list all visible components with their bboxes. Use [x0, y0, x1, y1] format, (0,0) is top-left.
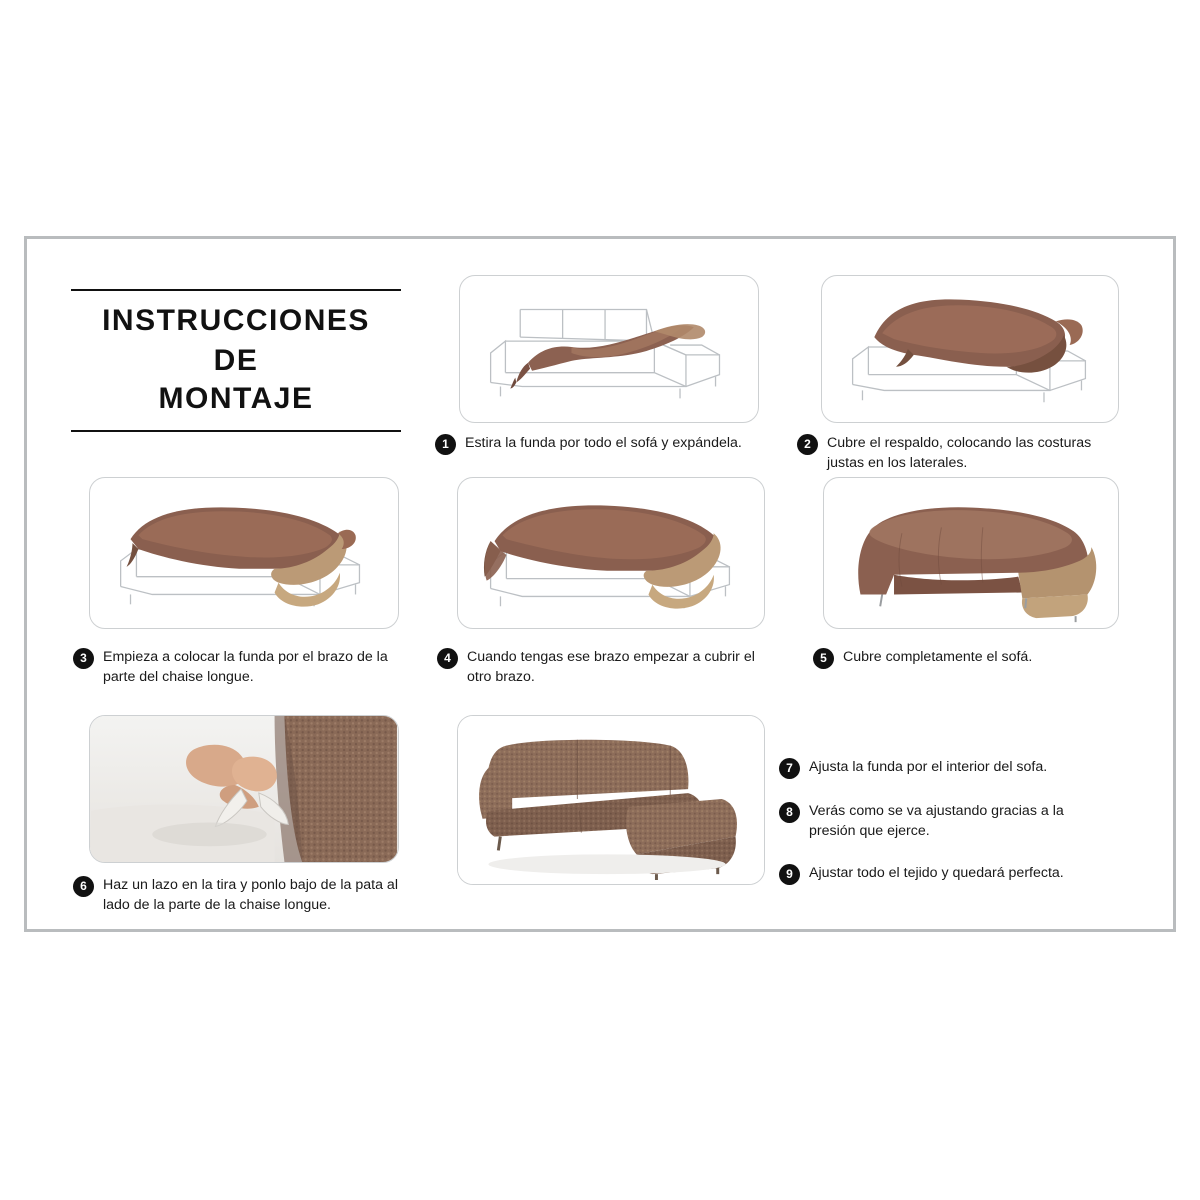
step-6-caption — [73, 875, 423, 915]
sofa-outline-cover-over-both-arms-icon — [458, 478, 764, 628]
step-5-number: 5 — [813, 648, 834, 669]
step-2-text: Cubre el respaldo, colocando las costuras justas en los laterales. — [827, 435, 1092, 472]
step-7-caption — [779, 757, 1109, 779]
step-7-number: 7 — [779, 758, 800, 779]
step-9-caption — [779, 863, 1115, 885]
step-3-number: 3 — [73, 648, 94, 669]
sofa-outline-cover-over-chaise-arm-icon — [90, 478, 398, 628]
step-2-caption — [797, 433, 1117, 473]
step-1-text: Estira la funda por todo el sofá y expándela. — [465, 435, 742, 451]
step-5-text: Cubre completamente el sofá. — [843, 649, 1033, 665]
step-3-text: Empieza a colocar la funda por el brazo de la parte del chaise longue. — [103, 649, 388, 686]
finished-sofa-icon — [458, 716, 764, 884]
step-1-illustration — [459, 275, 759, 423]
sofa-outline-with-draped-cover-icon — [460, 276, 758, 422]
step-8-text: Verás como se va ajustando gracias a la presión que ejerce. — [809, 803, 1064, 840]
step-3-caption — [73, 647, 403, 687]
finished-sofa-illustration — [457, 715, 765, 885]
sofa-fully-covered-icon — [824, 478, 1118, 628]
page-title — [71, 289, 401, 432]
title-line-3: MONTAJE — [158, 382, 314, 416]
sofa-outline-cover-over-backrest-icon — [822, 276, 1118, 422]
step-8-number: 8 — [779, 802, 800, 823]
step-2-illustration — [821, 275, 1119, 423]
instruction-sheet — [24, 236, 1176, 932]
step-4-number: 4 — [437, 648, 458, 669]
step-9-number: 9 — [779, 864, 800, 885]
step-4-illustration — [457, 477, 765, 629]
step-6-illustration — [89, 715, 399, 863]
title-line-2: DE — [213, 344, 259, 378]
step-1-number: 1 — [435, 434, 456, 455]
step-2-number: 2 — [797, 434, 818, 455]
step-4-text: Cuando tengas ese brazo empezar a cubrir el otro brazo. — [467, 649, 755, 686]
title-line-1: INSTRUCCIONES — [102, 304, 370, 337]
step-7-text: Ajusta la funda por el interior del sofa. — [809, 759, 1048, 775]
step-3-illustration — [89, 477, 399, 629]
step-5-illustration — [823, 477, 1119, 629]
title-rule-bottom — [71, 430, 401, 432]
step-4-caption — [437, 647, 767, 687]
hands-tying-strap-icon — [90, 716, 398, 862]
step-6-number: 6 — [73, 876, 94, 897]
step-8-caption — [779, 801, 1109, 841]
step-1-caption — [435, 433, 765, 455]
step-6-text: Haz un lazo en la tira y ponlo bajo de la pata al lado de la parte de la chaise longue. — [103, 877, 398, 914]
step-5-caption — [813, 647, 1113, 669]
step-9-text: Ajustar todo el tejido y quedará perfecta. — [809, 865, 1064, 881]
